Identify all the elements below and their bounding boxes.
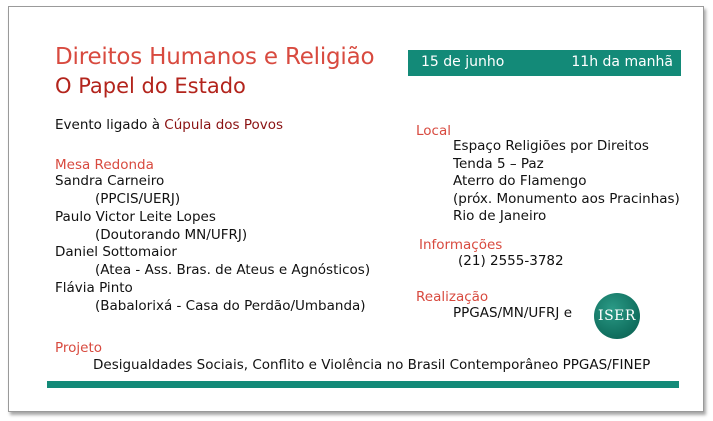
member-affiliation: (Atea - Ass. Bras. de Ateus e Agnósticos) (95, 262, 371, 278)
member-name: Sandra Carneiro (55, 173, 165, 189)
info-label: Informações (419, 237, 503, 253)
local-line: Tenda 5 – Paz (453, 156, 544, 172)
event-subtitle: O Papel do Estado (55, 74, 246, 98)
projeto-label: Projeto (55, 340, 103, 356)
event-prefix: Evento ligado à (55, 117, 165, 133)
event-date: 15 de junho (421, 54, 505, 70)
info-phone: (21) 2555-3782 (458, 253, 564, 269)
cupula-link[interactable]: Cúpula dos Povos (164, 117, 284, 133)
realizacao-label: Realização (416, 289, 489, 305)
date-bar (408, 50, 681, 76)
local-line: Rio de Janeiro (453, 208, 547, 224)
local-line: (próx. Monumento aos Pracinhas) (453, 191, 680, 207)
member-affiliation: (Doutorando MN/UFRJ) (95, 227, 248, 243)
event-link-line (55, 117, 283, 133)
iser-logo: ISER (594, 293, 640, 339)
member-name: Paulo Victor Leite Lopes (55, 209, 216, 225)
mesa-label: Mesa Redonda (55, 157, 154, 173)
realizacao-text: PPGAS/MN/UFRJ e (453, 305, 572, 321)
member-name: Daniel Sottomaior (55, 244, 177, 260)
event-title: Direitos Humanos e Religião (55, 44, 375, 70)
event-time: 11h da manhã (571, 54, 673, 70)
local-line: Aterro do Flamengo (453, 173, 587, 189)
local-line: Espaço Religiões por Direitos (453, 138, 649, 154)
local-label: Local (416, 123, 451, 139)
bottom-divider (47, 381, 679, 388)
member-name: Flávia Pinto (55, 280, 133, 296)
projeto-text: Desigualdades Sociais, Conflito e Violência no Brasil Contemporâneo PPGAS/FINEP (93, 357, 651, 373)
member-affiliation: (PPCIS/UERJ) (95, 191, 181, 207)
member-affiliation: (Babalorixá - Casa do Perdão/Umbanda) (95, 298, 366, 314)
event-card (8, 6, 704, 412)
